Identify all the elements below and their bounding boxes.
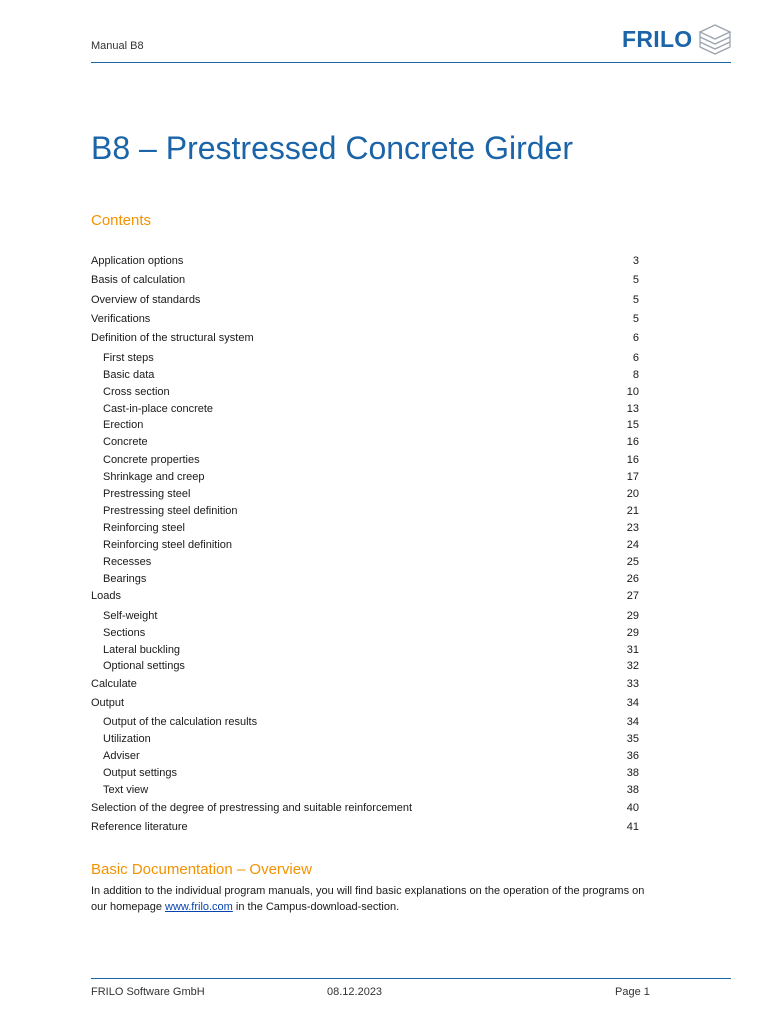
page-title: B8 – Prestressed Concrete Girder [91,130,573,166]
frilo-homepage-link[interactable]: www.frilo.com [165,901,233,913]
basic-documentation-heading: Basic Documentation – Overview [91,861,312,878]
toc-entry-page[interactable]: 13 [626,403,639,415]
toc-entry-label[interactable]: Reference literature [91,821,188,833]
toc-entry-page[interactable]: 10 [626,386,639,398]
header-manual-label: Manual B8 [91,40,144,52]
toc-entry-label[interactable]: Utilization [103,733,151,745]
toc-entry-page[interactable]: 27 [626,590,639,602]
toc-entry-label[interactable]: Prestressing steel definition [103,505,238,517]
toc-entry-label[interactable]: Text view [103,784,149,796]
toc-entry-label[interactable]: Selection of the degree of prestressing and suitable reinforcement [91,802,413,814]
toc-entry-page[interactable]: 6 [632,332,639,344]
footer-page-number: Page 1 [615,986,650,998]
toc-entry-page[interactable]: 5 [632,274,639,286]
toc-entry-page[interactable]: 40 [626,802,639,814]
footer-date: 08.12.2023 [327,986,383,998]
toc-entry-label[interactable]: Concrete properties [103,454,200,466]
paragraph-text-start: In addition to the individual program manuals, you will find basic explanations on the operation of the programs on our homepage [91,885,645,913]
toc-entry-label[interactable]: Reinforcing steel [103,522,185,534]
toc-entry-label[interactable]: Adviser [103,750,140,762]
toc-entry-label[interactable]: Recesses [103,556,152,568]
toc-entry-label[interactable]: First steps [103,352,154,364]
toc-entry-page[interactable]: 41 [626,821,639,833]
toc-entry-page[interactable]: 3 [632,255,639,267]
toc-entry-page[interactable]: 20 [626,488,639,500]
toc-entry-page[interactable]: 25 [626,556,639,568]
toc-entry-page[interactable]: 5 [632,294,639,306]
toc-entry-page[interactable]: 35 [626,733,639,745]
toc-entry-label[interactable]: Lateral buckling [103,644,181,656]
toc-entry-label[interactable]: Reinforcing steel definition [103,539,233,551]
contents-heading: Contents [91,212,152,229]
toc-entry-page[interactable]: 16 [626,454,639,466]
toc-entry-page[interactable]: 6 [632,352,639,364]
toc-entry-page[interactable]: 15 [626,419,639,431]
toc-entry-page[interactable]: 23 [626,522,639,534]
toc-entry-label[interactable]: Erection [103,419,144,431]
toc-entry-label[interactable]: Calculate [91,678,137,690]
toc-entry-page[interactable]: 17 [626,471,639,483]
footer-company: FRILO Software GmbH [91,986,205,998]
toc-entry-page[interactable]: 38 [626,784,639,796]
toc-entry-page[interactable]: 33 [626,678,639,690]
toc-entry-page[interactable]: 29 [626,610,639,622]
toc-entry-page[interactable]: 26 [626,573,639,585]
toc-entry-label[interactable]: Cross section [103,386,170,398]
toc-entry-label[interactable]: Self-weight [103,610,158,622]
toc-entry-page[interactable]: 16 [626,436,639,448]
toc-entry-label[interactable]: Sections [103,627,146,639]
logo-text: FRILO [622,25,693,52]
toc-entry-page[interactable]: 31 [626,644,639,656]
toc-entry-label[interactable]: Prestressing steel [103,488,191,500]
footer-divider [91,978,731,979]
toc-entry-label[interactable]: Basic data [103,369,155,381]
toc-entry-label[interactable]: Bearings [103,573,147,585]
toc-entry-page[interactable]: 32 [626,660,639,672]
toc-entry-page[interactable]: 29 [626,627,639,639]
toc-entry-label[interactable]: Verifications [91,313,151,325]
toc-entry-page[interactable]: 36 [626,750,639,762]
toc-entry-label[interactable]: Shrinkage and creep [103,471,205,483]
toc-entry-label[interactable]: Application options [91,255,184,267]
toc-entry-label[interactable]: Output [91,697,125,709]
toc-entry-label[interactable]: Optional settings [103,660,185,672]
toc-entry-page[interactable]: 34 [626,716,639,728]
toc-entry-label[interactable]: Basis of calculation [91,274,186,286]
toc-entry-label[interactable]: Overview of standards [91,294,201,306]
toc-entry-page[interactable]: 34 [626,697,639,709]
toc-entry-page[interactable]: 24 [626,539,639,551]
toc-entry-label[interactable]: Output of the calculation results [103,716,258,728]
toc-entry-label[interactable]: Definition of the structural system [91,332,254,344]
basic-documentation-paragraph [91,883,651,915]
paragraph-text-end: in the Campus-download-section. [232,901,400,913]
toc-entry-label[interactable]: Output settings [103,767,177,779]
toc-entry-label[interactable]: Loads [91,590,121,602]
toc-entry-label[interactable]: Cast-in-place concrete [103,403,214,415]
toc-entry-label[interactable]: Concrete [103,436,148,448]
toc-entry-page[interactable]: 8 [632,369,639,381]
toc-entry-page[interactable]: 21 [626,505,639,517]
toc-entry-page[interactable]: 38 [626,767,639,779]
toc-entry-page[interactable]: 5 [632,313,639,325]
